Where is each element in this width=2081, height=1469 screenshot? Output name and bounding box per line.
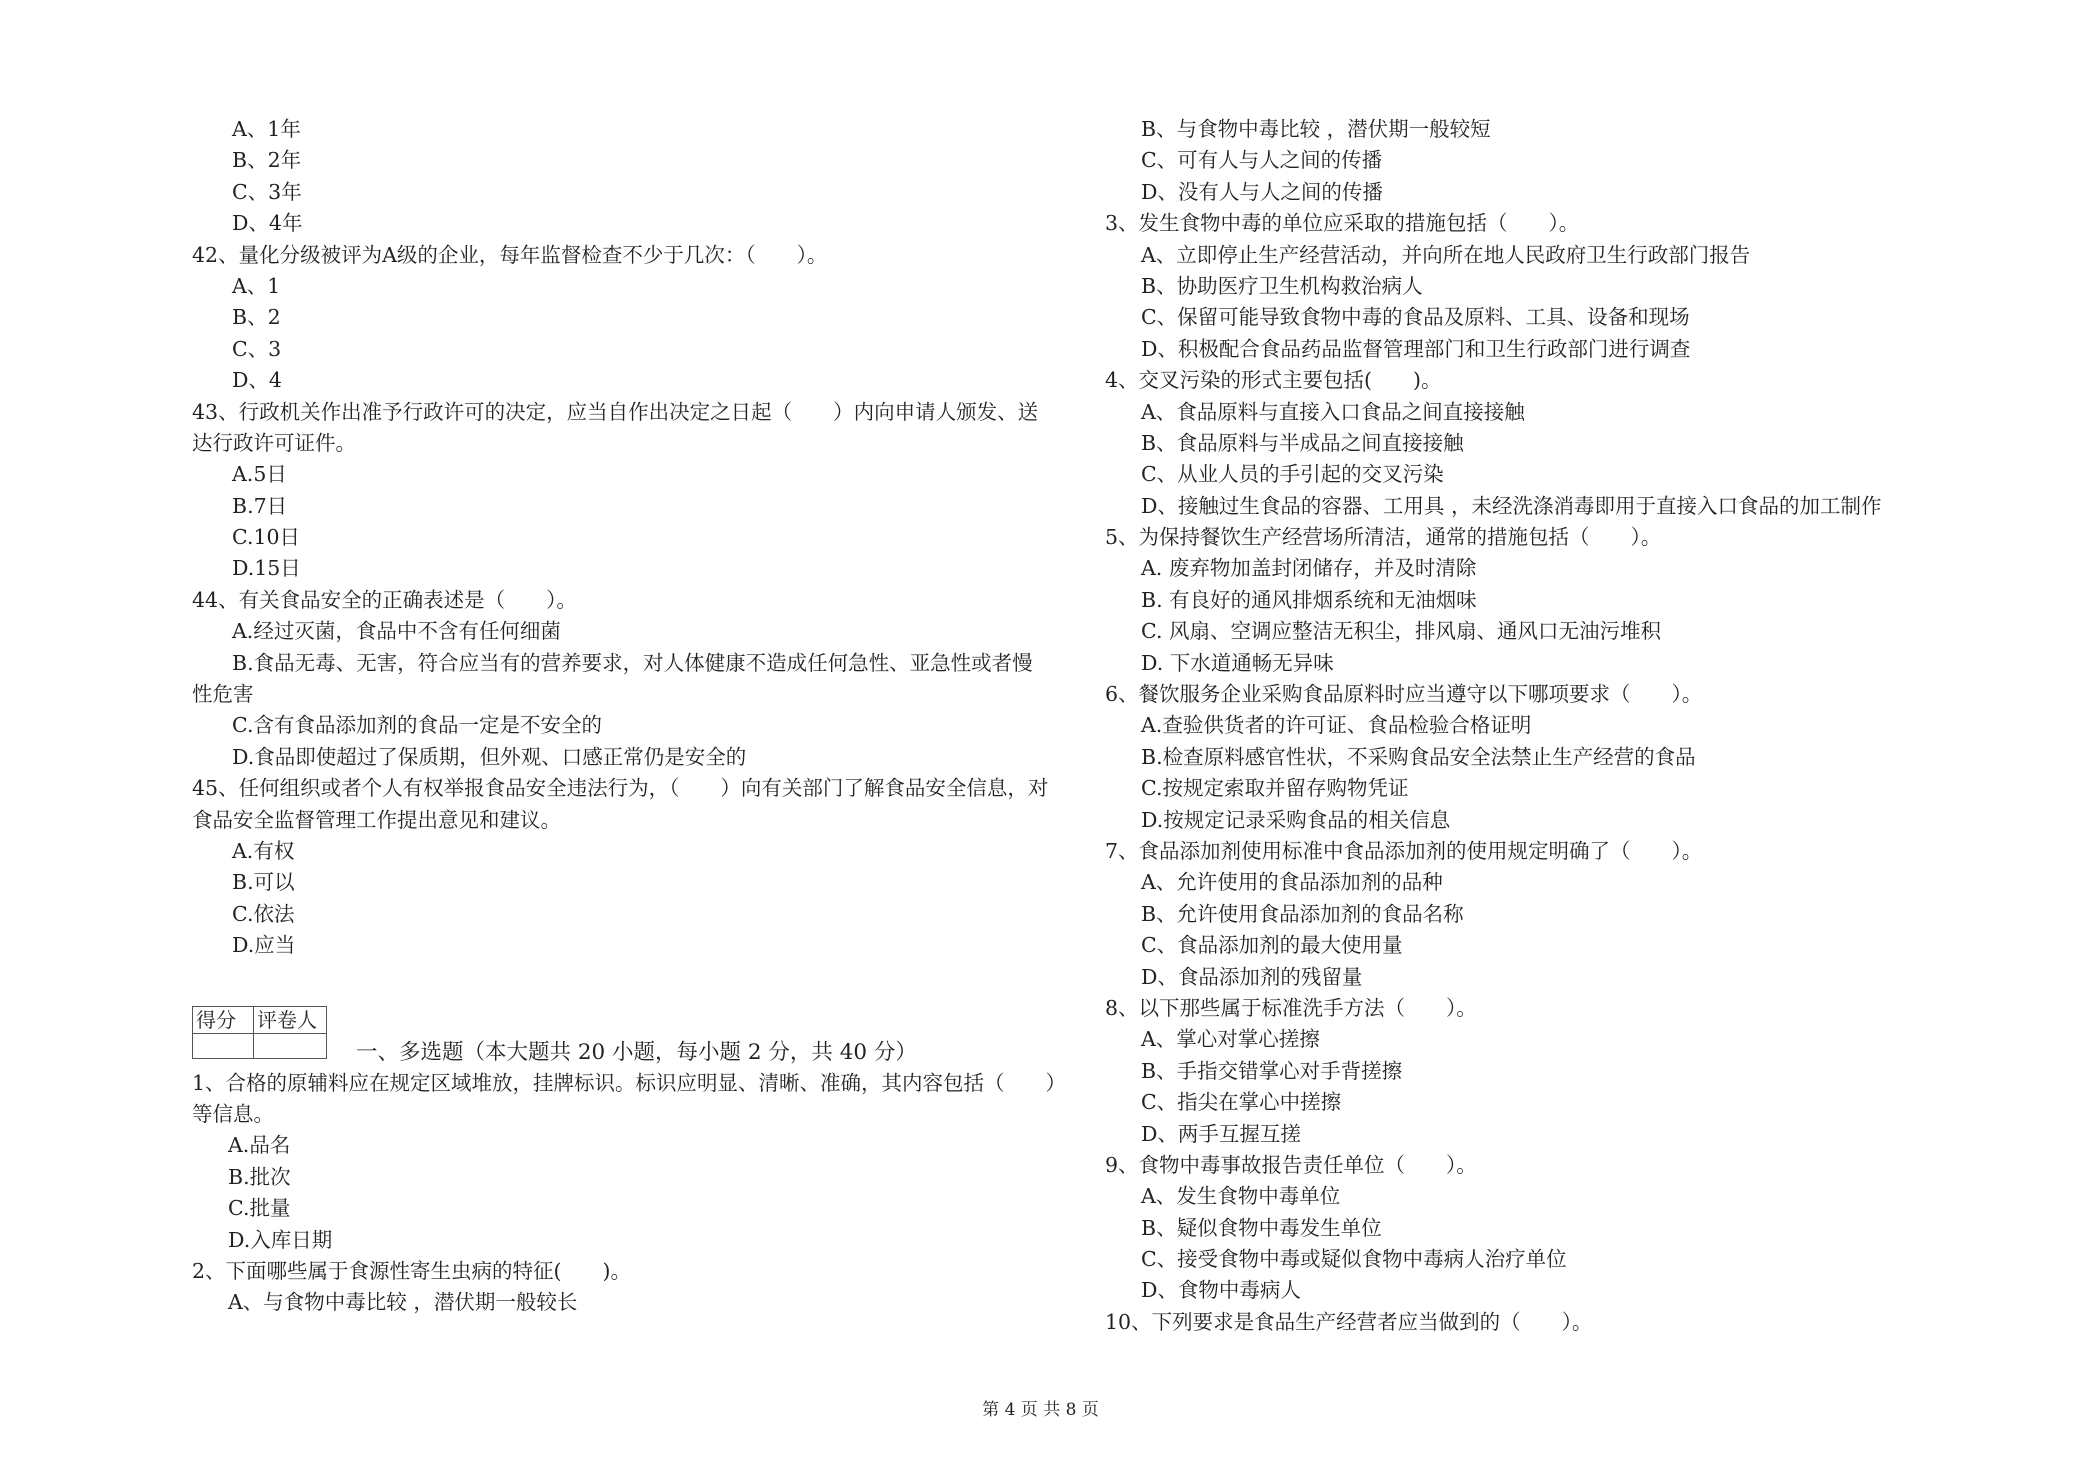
option: A、食品原料与直接入口食品之间直接接触 (1141, 399, 1525, 424)
option: A、掌心对掌心搓擦 (1141, 1027, 1320, 1052)
option: A.品名 (228, 1133, 291, 1158)
page-footer: 第 4 页 共 8 页 (982, 1400, 1099, 1420)
option: B. 有良好的通风排烟系统和无油烟味 (1141, 587, 1477, 612)
option: A.有权 (232, 838, 295, 863)
question-stem: 42、量化分级被评为A级的企业，每年监督检查不少于几次：（ ）。 (192, 242, 828, 267)
question-stem: 10、下列要求是食品生产经营者应当做到的（ ）。 (1105, 1309, 1593, 1334)
option: A、1年 (232, 117, 301, 141)
question-stem: 5、为保持餐饮生产经营场所清洁，通常的措施包括（ ）。 (1105, 525, 1662, 550)
option: D、积极配合食品药品监督管理部门和卫生行政部门进行调查 (1141, 336, 1691, 361)
option: D、没有人与人之间的传播 (1141, 179, 1383, 204)
option: A、发生食物中毒单位 (1141, 1184, 1341, 1209)
option: A. 废弃物加盖封闭储存，并及时清除 (1141, 556, 1477, 581)
option: A.5日 (232, 462, 287, 487)
option: C、接受食物中毒或疑似食物中毒病人治疗单位 (1141, 1247, 1567, 1272)
option: B、协助医疗卫生机构救治病人 (1141, 273, 1423, 298)
option: B.批次 (228, 1164, 291, 1189)
option: D、两手互握互搓 (1141, 1121, 1301, 1146)
question-stem: 6、餐饮服务企业采购食品原料时应当遵守以下哪项要求（ ）。 (1105, 682, 1703, 707)
option: B、2 (232, 305, 281, 330)
option: C.含有食品添加剂的食品一定是不安全的 (232, 713, 602, 738)
option: D.按规定记录采购食品的相关信息 (1141, 807, 1451, 832)
question-stem: 3、发生食物中毒的单位应采取的措施包括（ ）。 (1105, 211, 1580, 236)
option-continued: 性危害 (192, 682, 254, 707)
option: A、与食物中毒比较 ，潜伏期一般较长 (228, 1290, 578, 1315)
option: D、4年 (232, 211, 303, 236)
option: D、食物中毒病人 (1141, 1278, 1301, 1303)
spacer (192, 962, 1072, 1006)
option: B、允许使用食品添加剂的食品名称 (1141, 901, 1464, 926)
option: C.批量 (228, 1196, 291, 1221)
question-stem: 44、有关食品安全的正确表述是（ ）。 (192, 587, 577, 612)
option: B、2年 (232, 148, 302, 173)
option: D、4 (232, 368, 282, 393)
option: D、接触过生食品的容器、工用具 ，未经洗涤消毒即用于直接入口食品的加工制作 (1141, 493, 1882, 518)
option: B.检查原料感官性状，不采购食品安全法禁止生产经营的食品 (1141, 744, 1696, 769)
option: A、1 (232, 273, 281, 298)
question-stem: 2、下面哪些属于食源性寄生虫病的特征( )。 (192, 1258, 632, 1283)
right-column (1105, 114, 1985, 1338)
option: C、3年 (232, 179, 302, 204)
option: D.应当 (232, 933, 296, 958)
option: C.10日 (232, 525, 301, 550)
option: A.查验供货者的许可证、食品检验合格证明 (1141, 713, 1532, 738)
option: B、疑似食物中毒发生单位 (1141, 1215, 1382, 1240)
question-stem: 7、食品添加剂使用标准中食品添加剂的使用规定明确了（ ）。 (1105, 838, 1703, 863)
question-stem-continued: 等信息。 (192, 1101, 274, 1126)
option: C、从业人员的手引起的交叉污染 (1141, 462, 1444, 487)
option: B、与食物中毒比较 ，潜伏期一般较短 (1141, 117, 1491, 141)
question-stem: 4、交叉污染的形式主要包括( )。 (1105, 368, 1442, 393)
option: D.食品即使超过了保质期，但外观、口感正常仍是安全的 (232, 744, 747, 769)
option: A.经过灭菌，食品中不含有任何细菌 (232, 619, 561, 644)
option: C、保留可能导致食物中毒的食品及原料、工具、设备和现场 (1141, 305, 1690, 330)
left-column (192, 114, 1072, 1319)
score-cell (193, 1033, 254, 1058)
section-title: 一、多选题（本大题共 20 小题，每小题 2 分，共 40 分） (356, 1039, 917, 1065)
question-stem: 43、行政机关作出准予行政许可的决定，应当自作出决定之日起（ ）内向申请人颁发、送 (192, 399, 1039, 424)
option: D.15日 (232, 556, 301, 581)
question-stem: 8、以下那些属于标准洗手方法（ ）。 (1105, 995, 1477, 1020)
option: C、可有人与人之间的传播 (1141, 148, 1383, 173)
option: B.食品无毒、无害，符合应当有的营养要求，对人体健康不造成任何急性、亚急性或者慢 (232, 650, 1033, 675)
option: B.7日 (232, 493, 288, 518)
option: B、食品原料与半成品之间直接接触 (1141, 430, 1464, 455)
option: C. 风扇、空调应整洁无积尘，排风扇、通风口无油污堆积 (1141, 619, 1661, 644)
option: B、手指交错掌心对手背搓擦 (1141, 1058, 1403, 1083)
option: C、食品添加剂的最大使用量 (1141, 933, 1403, 958)
section-header (192, 1006, 1072, 1068)
question-stem: 45、任何组织或者个人有权举报食品安全违法行为，（ ）向有关部门了解食品安全信息，对 (192, 776, 1049, 801)
option: C.按规定索取并留存购物凭证 (1141, 776, 1409, 801)
question-stem-continued: 达行政许可证件。 (192, 430, 356, 455)
option: C、指尖在掌心中搓擦 (1141, 1090, 1342, 1115)
score-box (192, 1006, 327, 1059)
question-stem: 9、食物中毒事故报告责任单位（ ）。 (1105, 1152, 1477, 1177)
grader-cell (254, 1033, 327, 1058)
option: C、3 (232, 336, 282, 361)
score-label: 得分 (193, 1006, 254, 1033)
question-stem: 1、合格的原辅料应在规定区域堆放，挂牌标识。标识应明显、清晰、准确，其内容包括（ ） (192, 1070, 1067, 1095)
question-stem-continued: 食品安全监督管理工作提出意见和建议。 (192, 807, 561, 832)
option: D.入库日期 (228, 1227, 333, 1252)
option: D、食品添加剂的残留量 (1141, 964, 1363, 989)
option: A、立即停止生产经营活动，并向所在地人民政府卫生行政部门报告 (1141, 242, 1751, 267)
option: C.依法 (232, 901, 295, 926)
option: A、允许使用的食品添加剂的品种 (1141, 870, 1443, 895)
grader-label: 评卷人 (254, 1006, 327, 1033)
option: D. 下水道通畅无异味 (1141, 650, 1334, 675)
option: B.可以 (232, 870, 295, 895)
